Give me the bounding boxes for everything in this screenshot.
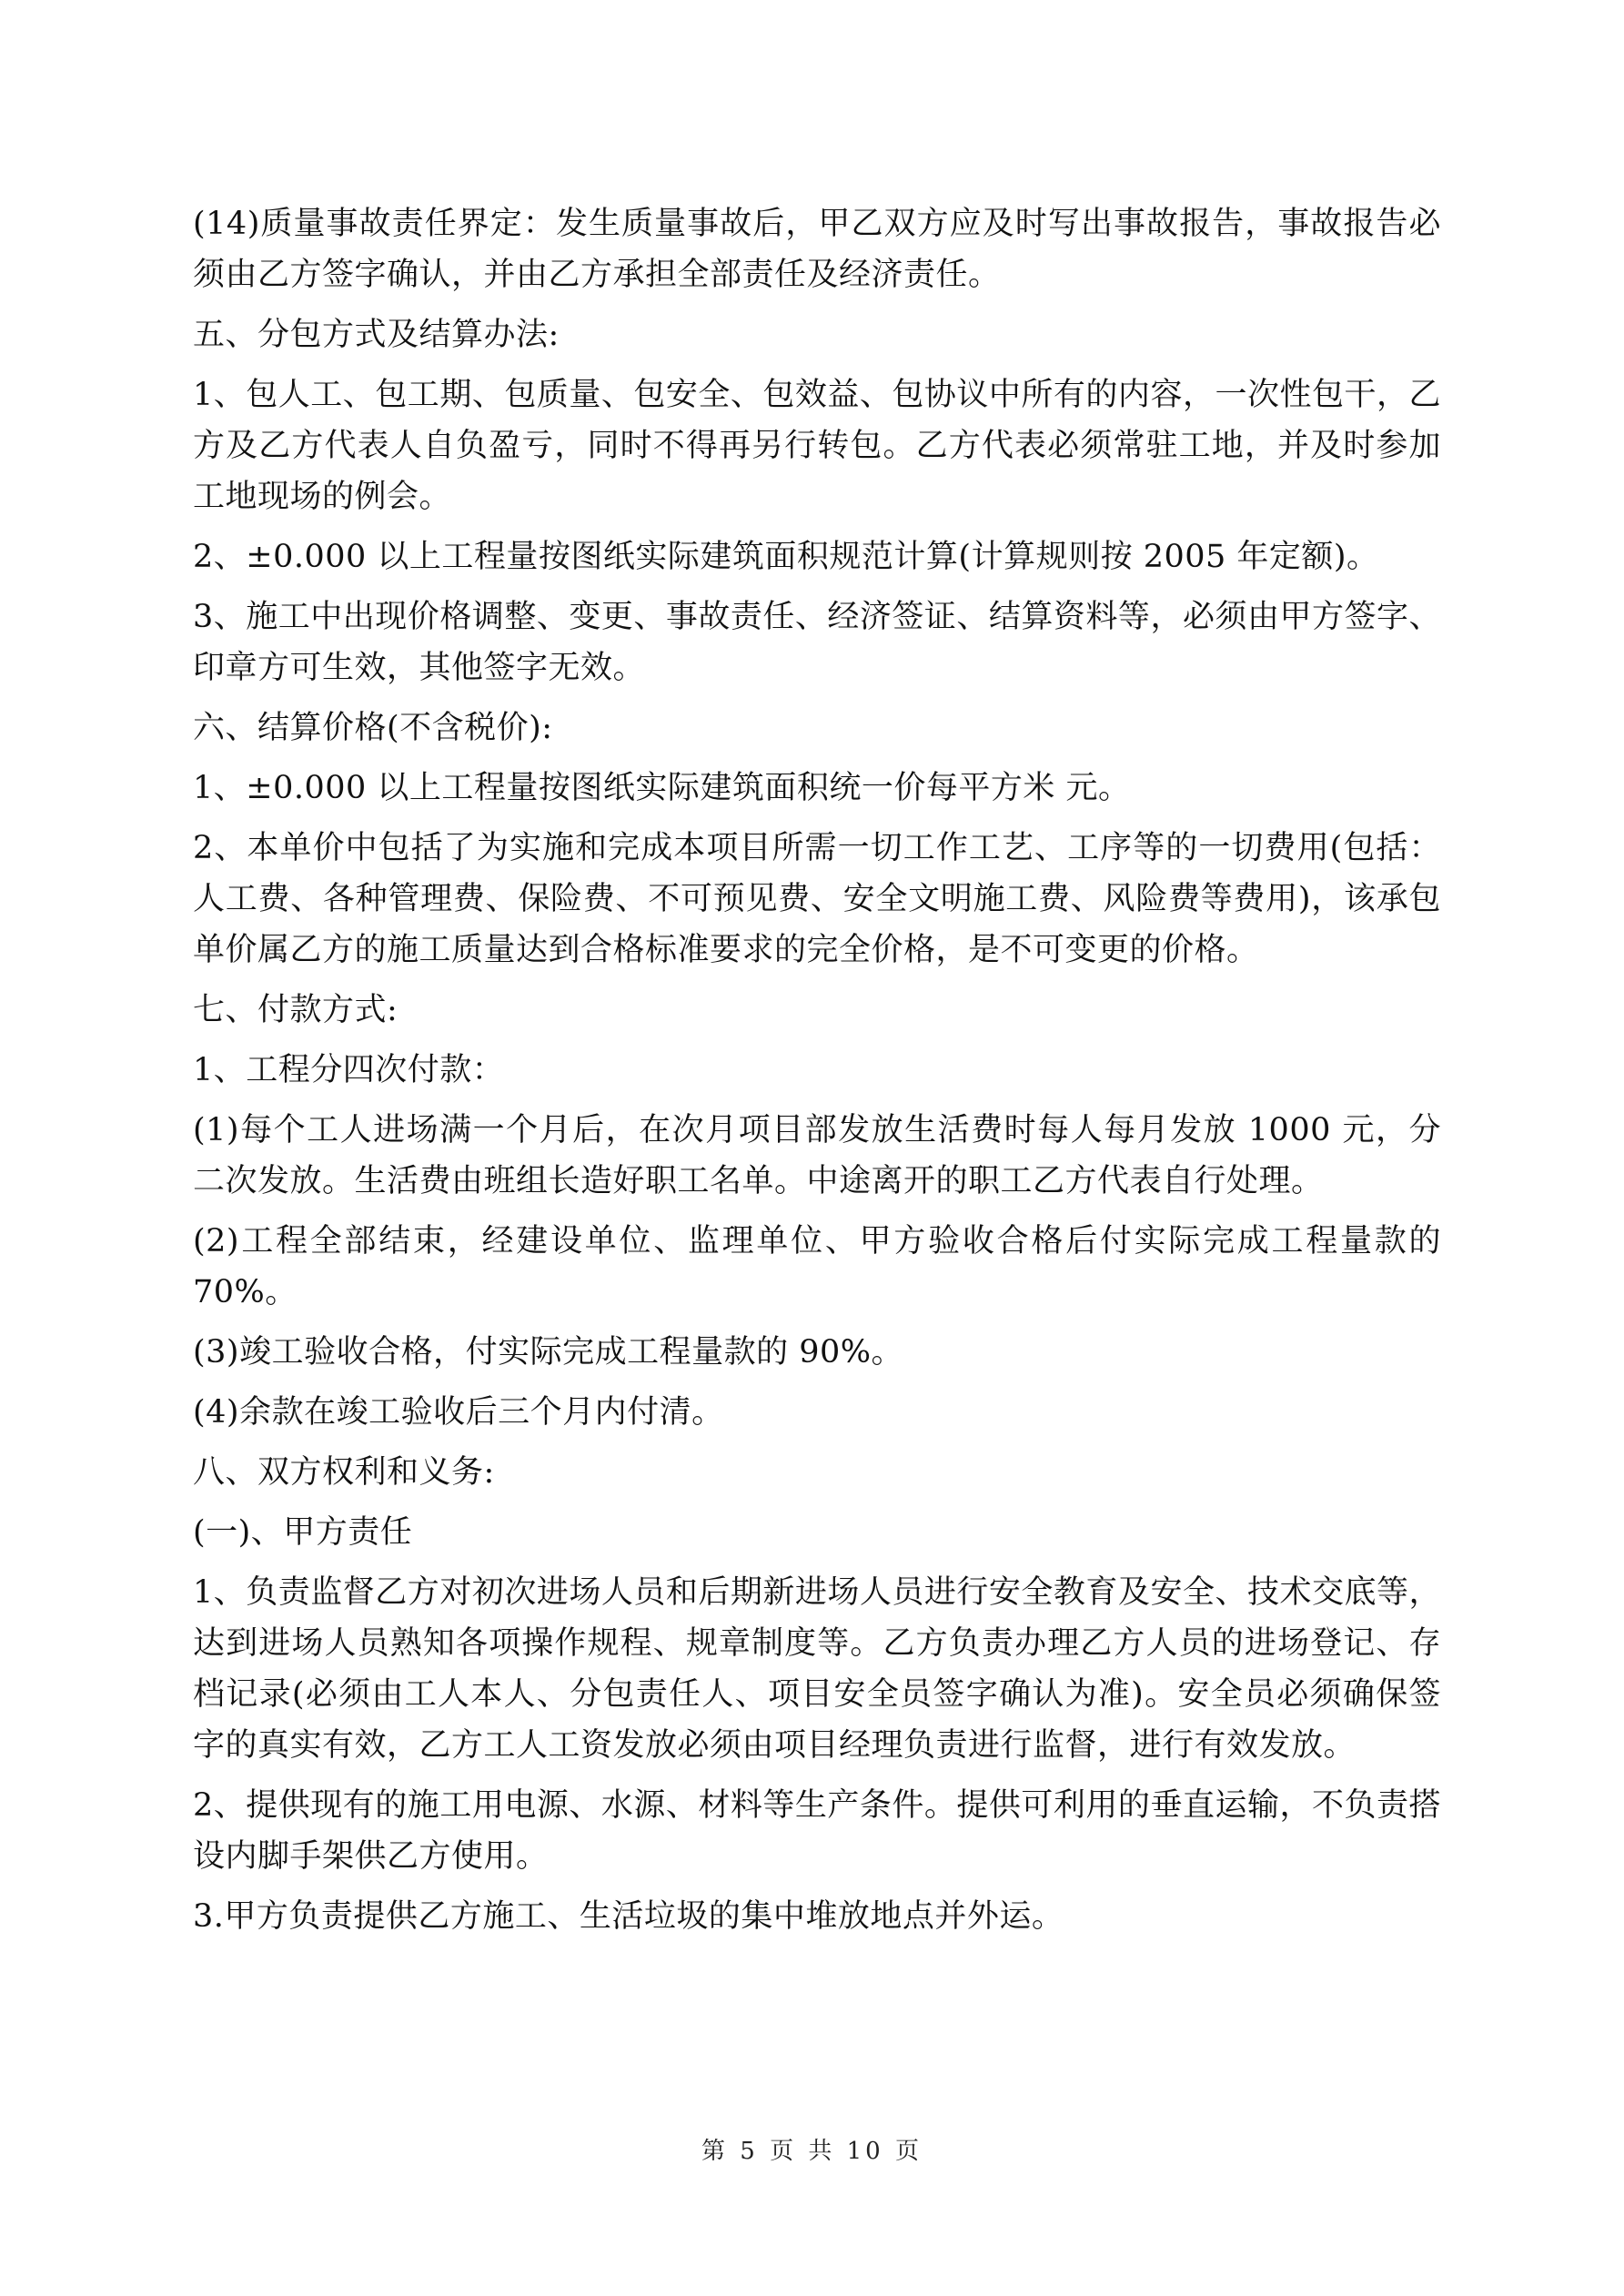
paragraph-8-a-2: 2、提供现有的施工用电源、水源、材料等生产条件。提供可利用的垂直运输，不负责搭设内脚手架供乙方使用。	[193, 1787, 1441, 1875]
heading-section-8: 八、双方权利和义务:	[193, 1454, 495, 1491]
paragraph-6-1: 1、±0.000 以上工程量按图纸实际建筑面积统一价每平方米 元。	[193, 770, 1131, 806]
paragraph-5-1: 1、包人工、包工期、包质量、包安全、包效益、包协议中所有的内容，一次性包干，乙方及乙方代表人自负盈亏，同时不得再另行转包。乙方代表必须常驻工地，并及时参加工地现场的例会。	[193, 377, 1441, 515]
paragraph-6-2: 2、本单价中包括了为实施和完成本项目所需一切工作工艺、工序等的一切费用(包括：人工费、各种管理费、保险费、不可预见费、安全文明施工费、风险费等费用)，该承包单价属乙方的施工质量达到合格标准要求的完全价格，是不可变更的价格。	[193, 830, 1441, 968]
heading-section-7: 七、付款方式:	[193, 992, 398, 1028]
paragraph-7-1-4: (4)余款在竣工验收后三个月内付清。	[193, 1394, 724, 1431]
heading-section-6: 六、结算价格(不含税价):	[193, 710, 553, 746]
page-footer: 第 5 页 共 10 页	[701, 2138, 923, 2165]
paragraph-7-1-1: (1)每个工人进场满一个月后，在次月项目部发放生活费时每人每月发放 1000 元，分二次发放。生活费由班组长造好职工名单。中途离开的职工乙方代表自行处理。	[193, 1112, 1441, 1199]
heading-section-5: 五、分包方式及结算办法:	[193, 317, 560, 353]
paragraph-5-2: 2、±0.000 以上工程量按图纸实际建筑面积规范计算(计算规则按 2005 年定额)。	[193, 539, 1379, 575]
document-body	[193, 198, 1441, 1951]
paragraph-quality-accident: (14)质量事故责任界定：发生质量事故后，甲乙双方应及时写出事故报告，事故报告必须由乙方签字确认，并由乙方承担全部责任及经济责任。	[193, 206, 1441, 293]
paragraph-7-1: 1、工程分四次付款：	[193, 1052, 505, 1088]
paragraph-7-1-2: (2)工程全部结束，经建设单位、监理单位、甲方验收合格后付实际完成工程量款的 70%。	[193, 1223, 1441, 1310]
paragraph-8-a-1: 1、负责监督乙方对初次进场人员和后期新进场人员进行安全教育及安全、技术交底等，达到进场人员熟知各项操作规程、规章制度等。乙方负责办理乙方人员的进场登记、存档记录(必须由工人本人、分包责任人、项目安全员签字确认为准)。安全员必须确保签字的真实有效，乙方工人工资发放必须由项目经理负责进行监督，进行有效发放。	[193, 1574, 1441, 1764]
paragraph-7-1-3: (3)竣工验收合格，付实际完成工程量款的 90%。	[193, 1334, 903, 1371]
paragraph-5-3: 3、施工中出现价格调整、变更、事故责任、经济签证、结算资料等，必须由甲方签字、印章方可生效，其他签字无效。	[193, 599, 1441, 686]
heading-party-a-duties: (一)、甲方责任	[193, 1514, 413, 1551]
paragraph-8-a-3: 3.甲方负责提供乙方施工、生活垃圾的集中堆放地点并外运。	[193, 1898, 1064, 1935]
